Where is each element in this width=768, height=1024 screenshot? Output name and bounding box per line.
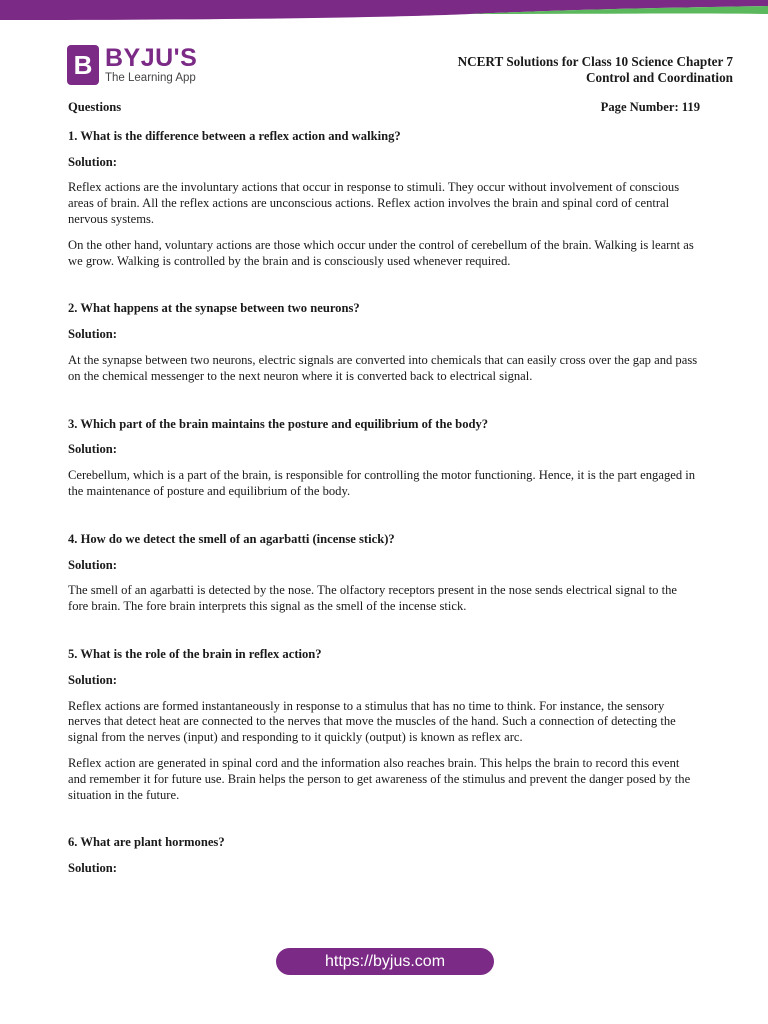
website-link-button[interactable] — [276, 948, 494, 975]
document-title — [458, 54, 733, 86]
answer-4-paragraph-1: The smell of an agarbatti is detected by the nose. The olfactory receptors present in the nose sends electrical signal to the fore brain. The fore brain interprets this signal as the smell of the incense stick. — [68, 583, 677, 614]
byjus-logo — [67, 44, 197, 86]
title-line-1: NCERT Solutions for Class 10 Science Chapter 7 — [457, 54, 733, 69]
question-2: 2. What happens at the synapse between two neurons? — [68, 301, 360, 316]
logo-mark: B — [67, 45, 99, 85]
logo-name: BYJU'S — [105, 43, 198, 72]
logo-tagline: The Learning App — [105, 71, 196, 84]
section-header — [68, 100, 700, 116]
answer-1-paragraph-2: On the other hand, voluntary actions are those which occur under the control of cerebellum of the brain. Walking is learnt as we grow. Walking is controlled by the brain and is consciously used whenever required. — [68, 237, 694, 268]
section-label: Questions — [68, 100, 122, 114]
solution-label: Solution: — [68, 557, 117, 572]
solution-label: Solution: — [68, 861, 117, 876]
answer-5-paragraph-1: Reflex actions are formed instantaneously in response to a stimulus that has no time to think. For instance, the sensory nerves that detect heat are connected to the nerves that move the muscles of the hand. Such a connection of detecting the signal from the nerves (input) and responding to it quickly (output) is known as reflex arc. — [68, 698, 676, 745]
solution-label: Solution: — [68, 442, 117, 457]
solution-label: Solution: — [68, 672, 117, 687]
question-1: 1. What is the difference between a reflex action and walking? — [68, 128, 401, 143]
page-number: Page Number: 119 — [600, 100, 700, 114]
top-decorative-band — [0, 0, 768, 22]
website-url: https://byjus.com — [324, 952, 446, 970]
question-5: 5. What is the role of the brain in reflex action? — [68, 646, 322, 661]
question-6: 6. What are plant hormones? — [68, 835, 225, 850]
question-3: 3. Which part of the brain maintains the posture and equilibrium of the body? — [68, 416, 489, 431]
question-4: 4. How do we detect the smell of an agarbatti (incense stick)? — [68, 531, 395, 546]
solution-label: Solution: — [68, 327, 117, 342]
document-body — [68, 100, 700, 887]
answer-2-paragraph-1: At the synapse between two neurons, electric signals are converted into chemicals that can easily cross over the gap and pass on the chemical messenger to the next neuron where it is converted back to electrical signal. — [68, 352, 698, 383]
answer-3-paragraph-1: Cerebellum, which is a part of the brain, is responsible for controlling the motor functioning. Hence, it is the part engaged in the maintenance of posture and equilibrium of the body. — [68, 468, 696, 498]
answer-5-paragraph-2: Reflex action are generated in spinal cord and the information also reaches brain. This helps the brain to record this event and remember it for future use. Brain helps the person to get awareness of the stimulus and prevent the danger posed by the situation in the future. — [68, 755, 691, 802]
answer-1-paragraph-1: Reflex actions are the involuntary actions that occur in response to stimuli. They occur without involvement of conscious areas of brain. All the reflex actions are unconscious actions. Reflex action involves the brain and spinal cord of central nervous systems. — [68, 180, 680, 226]
title-line-2: Control and Coordination — [585, 70, 733, 85]
solution-label: Solution: — [68, 154, 117, 169]
